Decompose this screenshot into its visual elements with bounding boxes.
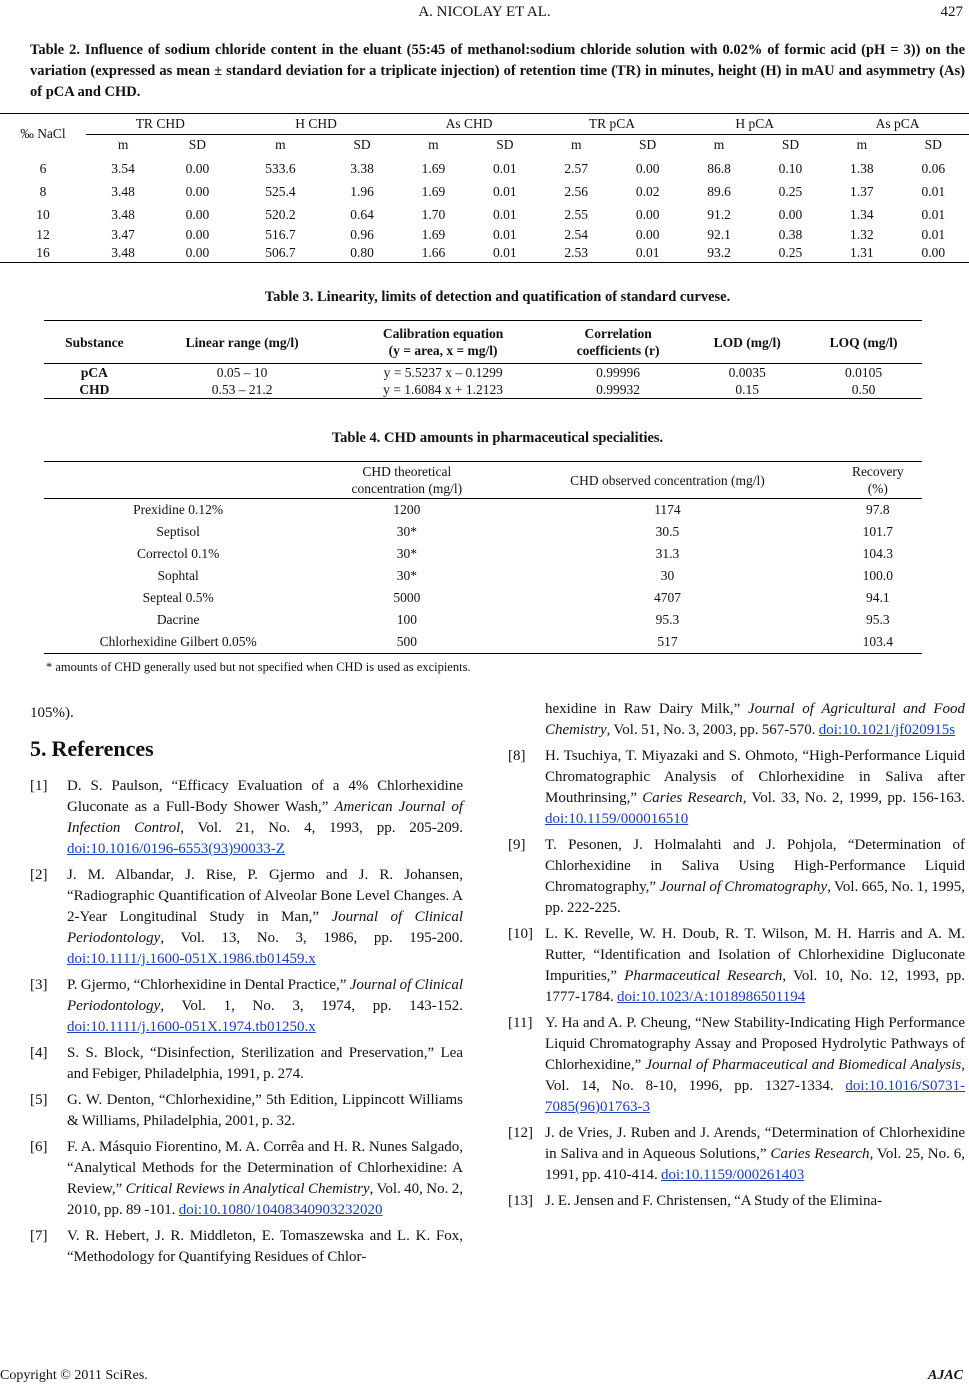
- doi-link[interactable]: doi:10.1021/jf020915s: [818, 722, 956, 738]
- table-row: [44, 565, 922, 587]
- table-cell: 0.64: [350, 206, 374, 222]
- reference-text: hexidine in Raw Dairy Milk,”: [545, 701, 748, 717]
- table-row: [44, 587, 922, 609]
- table-cell: 0.96: [350, 227, 374, 242]
- table4-header-row: [44, 462, 922, 499]
- table3: [44, 320, 922, 399]
- table3-header-line: (y = area, x = mg/l): [388, 343, 498, 358]
- table2-subheader: m: [398, 135, 469, 155]
- table-cell: 30*: [396, 568, 417, 583]
- doi-link[interactable]: doi:10.1080/10408340903232020: [178, 1202, 383, 1218]
- table-cell: 3.48: [111, 245, 135, 260]
- table-cell: 0.01: [921, 183, 946, 199]
- table2: [0, 113, 969, 263]
- table3-header-line: Calibration equation: [382, 326, 504, 341]
- table2-caption: Table 2. Influence of sodium chloride content in the eluant (55:45 of methanol:sodium chloride solution with 0.02% of formic acid (pH = 3)) on the variation (expressed as mean ± standard deviation for a triplicate injection) of retention time (TR) in minutes, height (H) in mAU and asymmetry (As) of pCA and CHD.: [30, 42, 965, 100]
- journal-title: Critical Reviews in Analytical Chemistry: [125, 1181, 370, 1197]
- body-continuation: 105%).: [30, 705, 74, 721]
- table2-subheader: SD: [469, 135, 540, 155]
- table-cell: 0.00: [778, 206, 803, 222]
- table4-column-header: [501, 462, 833, 499]
- reference-text: L. K. Revelle, W. H. Doub, R. T. Wilson, M. H. Harris and A. M. Rutter, “Identification and Isolation of Chlorhexidine Digluconate Impurities,”: [545, 926, 965, 984]
- reference-item: [508, 1191, 965, 1212]
- table-cell: 0.06: [921, 160, 946, 176]
- doi-link[interactable]: doi:10.1159/000016510: [545, 811, 689, 827]
- reference-text: S. S. Block, “Disinfection, Sterilization and Preservation,” Lea and Febiger, Philadelphia, 1991, p. 274.: [67, 1045, 463, 1082]
- table-cell: Septisol: [156, 524, 200, 539]
- table2-group-header: H CHD: [295, 116, 337, 131]
- table-cell: 516.7: [265, 227, 296, 242]
- table-cell: 12: [36, 227, 50, 242]
- table-cell: 101.7: [862, 524, 893, 539]
- table-cell: 506.7: [265, 245, 296, 260]
- table-cell: 500: [396, 634, 417, 649]
- reference-text: , Vol. 51, No. 3, 2003, pp. 567-570.: [606, 722, 819, 738]
- table-cell: Chlorhexidine Gilbert 0.05%: [99, 634, 257, 649]
- journal-title: American Journal of Infection Control: [67, 799, 463, 836]
- table3-caption: Table 3. Linearity, limits of detection and quatification of standard curvese.: [264, 289, 731, 305]
- table-cell: 10: [36, 206, 50, 222]
- table4-header-line: concentration (mg/l): [351, 481, 463, 496]
- reference-number: [12]: [508, 1125, 533, 1141]
- table-cell: 1.32: [850, 227, 874, 242]
- table-cell: 1.69: [421, 227, 446, 242]
- doi-link[interactable]: doi:10.1111/j.1600-051X.1974.tb01250.x: [67, 1019, 316, 1035]
- reference-number: [13]: [508, 1193, 533, 1209]
- table-cell: Septeal 0.5%: [142, 590, 214, 605]
- table-cell: 1.70: [421, 206, 446, 222]
- reference-number: [10]: [508, 926, 533, 942]
- doi-link[interactable]: doi:10.1111/j.1600-051X.1986.tb01459.x: [67, 951, 316, 967]
- table2-group-header: TR pCA: [588, 116, 635, 131]
- table2-subheader: SD: [160, 135, 234, 155]
- reference-item: [30, 865, 463, 970]
- table-row: [44, 543, 922, 565]
- left-column: [30, 703, 463, 1273]
- table4-header-line: CHD theoretical: [362, 464, 452, 479]
- table-cell: 0.25: [778, 183, 803, 199]
- reference-text: J. E. Jensen and F. Christensen, “A Study of the Elimina-: [545, 1193, 883, 1209]
- table-cell: 3.38: [350, 160, 374, 176]
- table-cell: 1174: [654, 502, 681, 517]
- table-cell: 6: [39, 160, 47, 176]
- journal-title: Caries Research: [770, 1146, 870, 1162]
- reference-number: [1]: [30, 778, 48, 794]
- reference-text: F. A. Másquio Fiorentino, M. A. Corrêa and H. R. Nunes Salgado, “Analytical Methods for the Determination of Chlorhexidine: A Review,”: [67, 1139, 463, 1197]
- table-row: [44, 381, 922, 399]
- table-cell: 0.99996: [596, 365, 641, 380]
- reference-text: T. Pesonen, J. Holmalahti and J. Pohjola, “Determination of Chlorhexidine in Saliva Using High-Performance Liquid Chromatography,”: [545, 837, 965, 895]
- table3-column-header: [339, 321, 546, 364]
- table3-header-line: Substance: [65, 334, 124, 350]
- table3-header-row: [44, 321, 922, 364]
- reference-item: [30, 1137, 463, 1221]
- table-cell: 0.01: [493, 160, 517, 176]
- table-cell: 100: [396, 612, 417, 627]
- reference-text: P. Gjermo, “Chlorhexidine in Dental Practice,”: [67, 977, 350, 993]
- reference-number: [6]: [30, 1139, 48, 1155]
- table4-header-line: CHD observed concentration (mg/l): [570, 472, 765, 488]
- table-cell: 0.01: [493, 206, 517, 222]
- reference-item: [508, 835, 965, 919]
- reference-text: , Vol. 1, No. 3, 1974, pp. 143-152.: [160, 998, 463, 1014]
- reference-number: [11]: [508, 1015, 533, 1031]
- reference-text: D. S. Paulson, “Efficacy Evaluation of a 4% Chlorhexidine Gluconate as a Full-Body Shower Wash,”: [67, 778, 463, 815]
- table-row: [0, 180, 969, 203]
- table-cell: 91.2: [707, 206, 731, 222]
- reference-number: [4]: [30, 1045, 48, 1061]
- table-cell: 30.5: [655, 524, 680, 539]
- reference-item: [30, 975, 463, 1038]
- table-cell: 1.37: [850, 183, 874, 199]
- table-cell: 0.05 – 10: [216, 365, 268, 380]
- table2-row-header: ‰ NaCl: [20, 126, 66, 141]
- table3-header-line: Correlation: [584, 326, 652, 341]
- table-cell: 0.01: [635, 245, 660, 260]
- section-heading: 5. References: [30, 736, 154, 761]
- table-row: [44, 499, 922, 522]
- table2-subheader: SD: [612, 135, 683, 155]
- reference-item: [508, 699, 965, 741]
- table-cell: 0.50: [851, 382, 876, 397]
- table-cell: 2.54: [564, 227, 589, 242]
- table-cell: 0.80: [350, 245, 374, 260]
- table-cell: 5000: [393, 590, 421, 605]
- table4-column-header: [44, 462, 312, 499]
- table-cell: 0.01: [493, 245, 517, 260]
- table2-group-header: As pCA: [875, 116, 920, 131]
- table3-header-line: coefficients (r): [576, 343, 660, 358]
- doi-link[interactable]: doi:10.1016/S0731-7085(96)01763-3: [545, 1078, 965, 1115]
- reference-item: [30, 1043, 463, 1085]
- reference-text: Y. Ha and A. P. Cheung, “New Stability-Indicating High Performance Liquid Chromatography Assay and Proposed Hydrolytic Pathways of Chlorhexidine,”: [545, 1015, 965, 1073]
- table-row: [0, 226, 969, 244]
- table-cell: 520.2: [265, 206, 296, 222]
- table-cell: 1.38: [850, 160, 874, 176]
- table3-column-header: [44, 321, 145, 364]
- table-cell: 0.10: [778, 160, 803, 176]
- table2-subheader: m: [541, 135, 612, 155]
- table2-subheader: m: [235, 135, 327, 155]
- table-cell: 3.48: [111, 183, 135, 199]
- table2-subheader: m: [86, 135, 160, 155]
- reference-item: [30, 1090, 463, 1132]
- table2-group-header: H pCA: [735, 116, 775, 131]
- running-header: [0, 4, 969, 26]
- table-cell: 533.6: [265, 160, 296, 176]
- reference-text: V. R. Hebert, J. R. Middleton, E. Tomaszewska and L. K. Fox, “Methodology for Quantifying Residues of Chlor-: [67, 1228, 463, 1265]
- reference-text: G. W. Denton, “Chlorhexidine,” 5th Edition, Lippincott Williams & Williams, Philadelphia, 2001, p. 32.: [67, 1092, 463, 1129]
- table-cell: 0.00: [185, 183, 210, 199]
- journal-title: Journal of Clinical Periodontology: [67, 977, 463, 1014]
- table-cell: 1.31: [850, 245, 874, 260]
- table-cell: 103.4: [862, 634, 893, 649]
- reference-number: [2]: [30, 867, 48, 883]
- table-cell: 95.3: [655, 612, 680, 627]
- table4-footnote: * amounts of CHD generally used but not specified when CHD is used as excipients.: [46, 660, 471, 674]
- table-cell: 0.53 – 21.2: [211, 382, 273, 397]
- reference-number: [3]: [30, 977, 48, 993]
- table-cell: 0.01: [493, 183, 517, 199]
- table-row: [0, 154, 969, 180]
- table2-header-row: [0, 114, 969, 135]
- table-cell: 30*: [396, 524, 417, 539]
- running-title: A. NICOLAY ET AL.: [418, 4, 551, 20]
- table-cell: 3.54: [111, 160, 135, 176]
- table-cell: 86.8: [707, 160, 731, 176]
- reference-item: [30, 1226, 463, 1268]
- table-cell: y = 1.6084 x + 1.2123: [383, 382, 504, 397]
- journal-title: Journal of Chromatography: [659, 879, 828, 895]
- reference-text: J. de Vries, J. Ruben and J. Arends, “Determination of Chlorhexidine in Saliva and in Aqueous Solutions,”: [545, 1125, 965, 1162]
- right-column: [508, 699, 965, 1217]
- table-cell: 93.2: [707, 245, 731, 260]
- table-cell: 0.99932: [596, 382, 641, 397]
- reference-number: [5]: [30, 1092, 48, 1108]
- table-cell: 0.00: [635, 160, 660, 176]
- table-cell: 0.02: [635, 183, 660, 199]
- table-cell: 0.00: [185, 245, 210, 260]
- table-cell: 8: [39, 183, 47, 199]
- journal-title: Journal of Agricultural and Food Chemistry: [545, 701, 966, 738]
- table-cell: 2.53: [564, 245, 589, 260]
- reference-text: , Vol. 10, No. 12, 1993, pp. 1777-1784.: [545, 968, 965, 1005]
- reference-text: , Vol. 25, No. 6, 1991, pp. 410-414.: [545, 1146, 965, 1183]
- reference-text: , Vol. 13, No. 3, 1986, pp. 195-200.: [160, 930, 463, 946]
- reference-number: [8]: [508, 748, 526, 764]
- table-cell: 0.00: [635, 206, 660, 222]
- table3-column-header: [547, 321, 690, 364]
- table-cell: 1.34: [850, 206, 874, 222]
- table-cell: 2.55: [564, 206, 589, 222]
- reference-text: , Vol. 665, No. 1, 1995, pp. 222-225.: [545, 879, 965, 916]
- table-row: [44, 609, 922, 631]
- reference-item: [508, 924, 965, 1008]
- table2-subheader: SD: [326, 135, 397, 155]
- table4-header-line: Recovery: [851, 464, 904, 479]
- table-cell: 0.01: [493, 227, 517, 242]
- table3-header-line: LOQ (mg/l): [829, 334, 898, 350]
- table-cell: 104.3: [862, 546, 893, 561]
- table-cell: 4707: [653, 590, 681, 605]
- doi-link[interactable]: doi:10.1159/000261403: [661, 1167, 805, 1183]
- table-cell: 1200: [393, 502, 421, 517]
- copyright: Copyright © 2011 SciRes.: [0, 1368, 148, 1383]
- table-cell: 2.57: [564, 160, 589, 176]
- reference-text: , Vol. 40, No. 2, 2010, pp. 89 -101.: [67, 1181, 463, 1218]
- table3-column-header: [689, 321, 805, 364]
- doi-link[interactable]: doi:10.1016/0196-6553(93)90033-Z: [67, 841, 285, 857]
- table-cell: Dacrine: [156, 612, 200, 627]
- journal-title: Pharmaceutical Research: [624, 968, 783, 984]
- table3-header-line: Linear range (mg/l): [185, 334, 299, 350]
- table-cell: y = 5.5237 x – 0.1299: [383, 365, 503, 380]
- table2-group-header: As CHD: [445, 116, 493, 131]
- table-cell: 30*: [396, 546, 417, 561]
- table-cell: CHD: [79, 382, 110, 397]
- reference-item: [508, 1123, 965, 1186]
- table4-caption: Table 4. CHD amounts in pharmaceutical specialities.: [331, 430, 664, 446]
- reference-text: , Vol. 21, No. 4, 1993, pp. 205-209.: [180, 820, 464, 836]
- table-cell: 30: [660, 568, 675, 583]
- table3-header-line: LOD (mg/l): [713, 334, 781, 350]
- table-cell: 1.96: [350, 183, 374, 199]
- table-cell: 2.56: [564, 183, 589, 199]
- reference-text: J. M. Albandar, J. Rise, P. Gjermo and J. R. Johansen, “Radiographic Quantification of Alveolar Bone Level Changes. A 2-Year Longitudinal Study in Man,”: [67, 867, 463, 925]
- table-row: [0, 244, 969, 263]
- reference-text: , Vol. 33, No. 2, 1999, pp. 156-163.: [742, 790, 965, 806]
- table-cell: 95.3: [866, 612, 890, 627]
- table-row: [44, 631, 922, 654]
- table-cell: 0.00: [185, 227, 210, 242]
- table-cell: 0.25: [778, 245, 803, 260]
- page-number: 427: [940, 4, 963, 20]
- table2-subheader: SD: [755, 135, 826, 155]
- reference-item: [508, 1013, 965, 1118]
- table-cell: Sophtal: [157, 568, 199, 583]
- table-cell: 0.0105: [844, 365, 883, 380]
- table2-subheader: m: [826, 135, 897, 155]
- journal-title: Journal of Pharmaceutical and Biomedical Analysis: [645, 1057, 962, 1073]
- table-cell: 31.3: [655, 546, 680, 561]
- table2-subheader-row: [0, 135, 969, 155]
- table4-column-header: [312, 462, 501, 499]
- journal-abbrev: AJAC: [927, 1368, 963, 1383]
- table2-group-header: TR CHD: [135, 116, 185, 131]
- table2-subheader: m: [683, 135, 754, 155]
- table-cell: 92.1: [707, 227, 731, 242]
- table-cell: 0.01: [921, 206, 946, 222]
- table-cell: 89.6: [707, 183, 731, 199]
- table-cell: 517: [657, 634, 678, 649]
- table-cell: 3.48: [111, 206, 135, 222]
- table-cell: 0.01: [921, 227, 946, 242]
- table-cell: 100.0: [862, 568, 893, 583]
- table-cell: Correctol 0.1%: [136, 546, 220, 561]
- table-row: [44, 521, 922, 543]
- reference-item: [30, 776, 463, 860]
- reference-number: [9]: [508, 837, 526, 853]
- table-cell: 0.0035: [728, 365, 766, 380]
- table-cell: 3.47: [111, 227, 135, 242]
- reference-text: , Vol. 14, No. 8-10, 1996, pp. 1327-1334.: [545, 1057, 965, 1094]
- table4: [44, 461, 922, 654]
- table4-header-line: (%): [867, 481, 888, 496]
- doi-link[interactable]: doi:10.1023/A:1018986501194: [617, 989, 806, 1005]
- table-row: [0, 203, 969, 226]
- table-cell: 1.69: [421, 183, 446, 199]
- table-cell: 0.00: [921, 245, 946, 260]
- table-cell: 525.4: [265, 183, 296, 199]
- table-cell: 97.8: [866, 502, 890, 517]
- table4-column-header: [834, 462, 922, 499]
- table-cell: 0.00: [185, 206, 210, 222]
- table-cell: Prexidine 0.12%: [133, 502, 224, 517]
- table-cell: 0.00: [635, 227, 660, 242]
- journal-title: Caries Research: [642, 790, 743, 806]
- reference-text: H. Tsuchiya, T. Miyazaki and S. Ohmoto, “High-Performance Liquid Chromatographic Analysis of Chlorhexidine in Saliva after Mouthrinsing,”: [545, 748, 965, 806]
- table3-column-header: [145, 321, 340, 364]
- table-cell: 0.38: [778, 227, 803, 242]
- journal-title: Journal of Clinical Periodontology: [67, 909, 463, 946]
- table-cell: pCA: [80, 365, 108, 380]
- reference-number: [7]: [30, 1228, 48, 1244]
- table-cell: 16: [36, 245, 50, 260]
- table-cell: 1.66: [421, 245, 446, 260]
- reference-item: [508, 746, 965, 830]
- table-cell: 0.15: [735, 382, 760, 397]
- table3-column-header: [805, 321, 922, 364]
- table-row: [44, 364, 922, 382]
- table-cell: 94.1: [866, 590, 890, 605]
- table2-subheader: SD: [898, 135, 969, 155]
- table-cell: 1.69: [421, 160, 446, 176]
- table-cell: 0.00: [185, 160, 210, 176]
